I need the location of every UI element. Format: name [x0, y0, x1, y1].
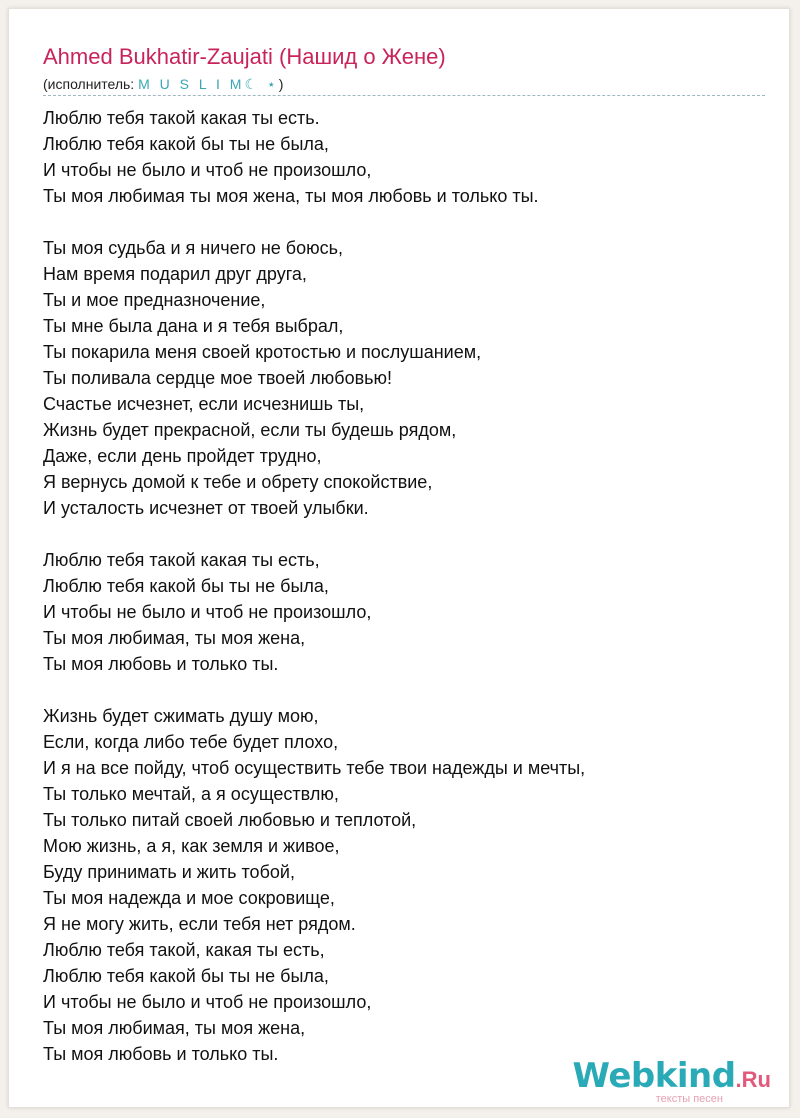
lyrics-line: Ты моя любимая ты моя жена, ты моя любовь и только ты. [43, 186, 539, 206]
lyrics-line: Я не могу жить, если тебя нет рядом. [43, 914, 356, 934]
lyrics-line: Ты поливала сердце мое твоей любовью! [43, 368, 393, 388]
lyrics-body [43, 105, 773, 1093]
lyrics-line: Люблю тебя какой бы ты не была, [43, 966, 329, 986]
webkind-logo [572, 1056, 771, 1105]
lyrics-line: Ты моя судьба и я ничего не боюсь, [43, 238, 343, 258]
lyrics-line: Буду принимать и жить тобой, [43, 862, 295, 882]
lyrics-line: Счастье исчезнет, если исчезнишь ты, [43, 394, 365, 414]
lyrics-line: Мою жизнь, а я, как земля и живое, [43, 836, 340, 856]
lyrics-line: Даже, если день пройдет трудно, [43, 446, 322, 466]
lyrics-line: Жизнь будет сжимать душу мою, [43, 706, 319, 726]
lyrics-line: Люблю тебя какой бы ты не была, [43, 134, 329, 154]
lyrics-line: И чтобы не было и чтоб не произошло, [43, 160, 372, 180]
lyrics-stanza [43, 703, 773, 1067]
lyrics-page [8, 8, 790, 1108]
lyrics-stanza [43, 235, 773, 521]
lyrics-line: Люблю тебя такой какая ты есть, [43, 550, 320, 570]
lyrics-line: Я вернусь домой к тебе и обрету спокойствие, [43, 472, 433, 492]
title-divider [43, 95, 765, 96]
lyrics-line: И я на все пойду, чтоб осуществить тебе твои надежды и мечты, [43, 758, 586, 778]
lyrics-line: Ты моя любимая, ты моя жена, [43, 628, 306, 648]
logo-tld: .Ru [735, 1067, 771, 1092]
lyrics-line: Люблю тебя такой, какая ты есть, [43, 940, 325, 960]
lyrics-line: И усталость исчезнет от твоей улыбки. [43, 498, 369, 518]
lyrics-line: Жизнь будет прекрасной, если ты будешь рядом, [43, 420, 457, 440]
performer-suffix: ) [278, 76, 284, 92]
logo-tagline: тексты песен [655, 1093, 723, 1105]
performer-link[interactable]: M U S L I M☾ ⋆ [138, 76, 279, 92]
lyrics-line: Ты только мечтай, а я осуществлю, [43, 784, 339, 804]
lyrics-line: И чтобы не было и чтоб не произошло, [43, 602, 372, 622]
performer-prefix: (исполнитель: [43, 76, 139, 92]
lyrics-line: Если, когда либо тебе будет плохо, [43, 732, 339, 752]
lyrics-line: Ты моя надежда и мое сокровище, [43, 888, 335, 908]
performer-line [43, 75, 283, 93]
lyrics-line: И чтобы не было и чтоб не произошло, [43, 992, 372, 1012]
lyrics-line: Ты только питай своей любовью и теплотой, [43, 810, 417, 830]
lyrics-line: Нам время подарил друг друга, [43, 264, 307, 284]
lyrics-line: Ты мне была дана и я тебя выбрал, [43, 316, 344, 336]
lyrics-line: Ты покарила меня своей кротостью и послушанием, [43, 342, 482, 362]
logo-brand: Webkind [572, 1056, 736, 1096]
song-title: Ahmed Bukhatir-Zaujati (Нашид о Жене) [43, 44, 446, 69]
lyrics-stanza [43, 105, 773, 209]
lyrics-line: Ты и мое предназночение, [43, 290, 266, 310]
lyrics-line: Ты моя любовь и только ты. [43, 654, 279, 674]
lyrics-stanza [43, 547, 773, 677]
lyrics-line: Люблю тебя такой какая ты есть. [43, 108, 320, 128]
lyrics-line: Ты моя любимая, ты моя жена, [43, 1018, 306, 1038]
lyrics-line: Ты моя любовь и только ты. [43, 1044, 279, 1064]
lyrics-line: Люблю тебя какой бы ты не была, [43, 576, 329, 596]
